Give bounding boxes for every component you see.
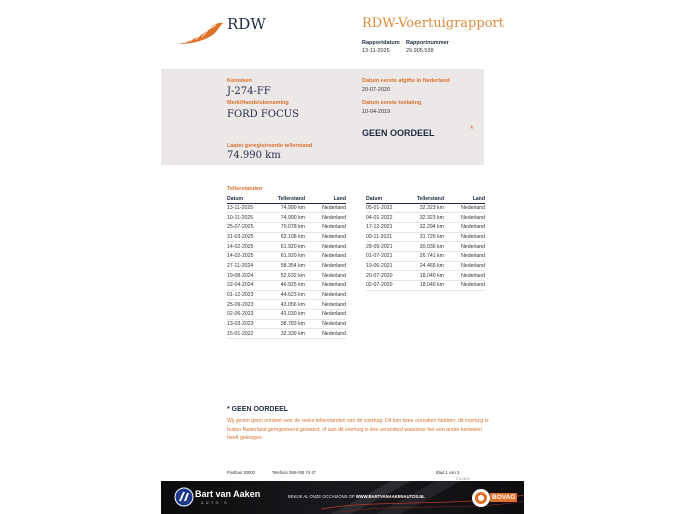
reading-km: 26.741 km (406, 251, 444, 261)
col-km-header: Tellerstand (267, 195, 305, 203)
reading-date: 22-04-2024 (227, 281, 267, 291)
reading-km: 70.078 km (267, 222, 305, 232)
report-date-label: Rapportdatum (362, 40, 400, 46)
first-nl-value: 20-07-2020 (362, 87, 391, 93)
report-number-block (406, 39, 449, 55)
col-km-header: Tellerstand (406, 195, 444, 203)
reading-land: Nederland (305, 300, 346, 310)
readings-header-row (366, 195, 485, 203)
plate-label: Kenteken (227, 78, 252, 84)
reading-date: 09-11-2021 (366, 232, 406, 242)
reading-km: 31.726 km (406, 232, 444, 242)
reading-date: 25-07-2025 (227, 222, 267, 232)
reading-land: Nederland (444, 281, 485, 291)
reading-km: 32.339 km (267, 329, 305, 339)
reading-land: Nederland (305, 203, 346, 213)
note-title: * GEEN OORDEEL (227, 406, 289, 413)
report-number-label: Rapportnummer (406, 40, 449, 46)
reading-land: Nederland (305, 261, 346, 271)
first-admission-value: 10-04-2019 (362, 109, 391, 115)
reading-date: 31-03-2025 (227, 232, 267, 242)
reading-date: 10-11-2025 (227, 213, 267, 223)
reading-date: 01-12-2023 (227, 290, 267, 300)
readings-title: Tellerstanden (227, 186, 263, 192)
reading-land: Nederland (305, 271, 346, 281)
make-label: Merk/Handelsbenaming (227, 100, 289, 106)
table-row (366, 251, 485, 261)
reading-km: 18.040 km (406, 271, 444, 281)
table-row (366, 232, 485, 242)
reading-date: 28-09-2021 (366, 242, 406, 252)
plate-value: J-274-FF (227, 86, 271, 97)
reading-land: Nederland (305, 213, 346, 223)
reading-km: 43.056 km (267, 300, 305, 310)
dealer-banner[interactable] (161, 481, 524, 514)
table-row (227, 310, 346, 320)
reading-date: 13-03-2023 (227, 319, 267, 329)
reading-km: 74.990 km (267, 213, 305, 223)
bovag-logo-icon (471, 488, 491, 508)
table-row (227, 242, 346, 252)
reading-land: Nederland (444, 251, 485, 261)
table-row (366, 213, 485, 223)
make-value: FORD FOCUS (227, 109, 299, 120)
report-date-value: 13-11-2025 (362, 48, 390, 54)
note-text: Wij geven geen oordeel over de reeks tellerstanden van dit voertuig. Dit kan twee oorzaken hebben: dit voertuig is buiten Nederland geregistreerd geweest, of aan dit voertuig is iets veranderd waardoor het een ander kenteken heeft gekregen. (227, 418, 489, 441)
first-admission-label: Datum eerste toelating (362, 100, 422, 106)
footer-code: 2.6.1676 (456, 477, 470, 481)
rdw-logo-icon (176, 20, 224, 46)
table-row (227, 251, 346, 261)
reading-land: Nederland (305, 310, 346, 320)
reading-land: Nederland (305, 251, 346, 261)
table-row (227, 290, 346, 300)
reading-km: 52.632 km (267, 271, 305, 281)
first-nl-label: Datum eerste afgifte in Nederland (362, 78, 450, 84)
col-land-header: Land (444, 195, 485, 203)
reading-date: 19-06-2021 (366, 261, 406, 271)
reading-land: Nederland (305, 232, 346, 242)
table-row (227, 232, 346, 242)
dealer-tagline-prefix: BEKIJK AL ONZE OCCASIONS OP (288, 494, 355, 499)
reading-land: Nederland (444, 271, 485, 281)
reading-km: 30.036 km (406, 242, 444, 252)
footer-postbus: Postbus 30000 (227, 470, 255, 475)
reading-date: 13-11-2025 (227, 203, 267, 213)
reading-date: 20-07-2020 (366, 271, 406, 281)
reading-date: 01-07-2021 (366, 251, 406, 261)
table-row (227, 261, 346, 271)
reading-land: Nederland (444, 232, 485, 242)
reading-land: Nederland (305, 222, 346, 232)
reading-land: Nederland (305, 290, 346, 300)
reading-date: 05-01-2022 (366, 203, 406, 213)
reading-date: 15-01-2022 (227, 329, 267, 339)
reading-date: 17-12-2021 (366, 222, 406, 232)
reading-date: 14-02-2025 (227, 242, 267, 252)
table-row (366, 261, 485, 271)
reading-land: Nederland (444, 213, 485, 223)
reading-km: 46.925 km (267, 281, 305, 291)
table-row (227, 213, 346, 223)
reading-km: 32.323 km (406, 213, 444, 223)
table-row (366, 203, 485, 213)
reading-km: 61.920 km (267, 242, 305, 252)
dealer-logo-icon (174, 487, 194, 507)
reading-km: 38.783 km (267, 319, 305, 329)
reading-km: 32.294 km (406, 222, 444, 232)
reading-date: 25-09-2023 (227, 300, 267, 310)
reading-km: 61.920 km (267, 251, 305, 261)
dealer-subtitle: AUTO'S (201, 501, 230, 505)
table-row (227, 222, 346, 232)
reading-date: 04-01-2022 (366, 213, 406, 223)
report-date-block (362, 39, 400, 55)
report-number-value: 29.905.538 (406, 48, 434, 54)
verdict-text: GEEN OORDEEL (362, 128, 435, 138)
footer-telefoon: Telefoon 088-008 74 47 (272, 470, 317, 475)
table-row (366, 281, 485, 291)
reading-land: Nederland (305, 329, 346, 339)
table-row (227, 329, 346, 339)
reading-land: Nederland (305, 242, 346, 252)
dealer-tagline[interactable] (288, 494, 425, 499)
readings-table-left (227, 195, 346, 339)
table-row (227, 271, 346, 281)
reading-land: Nederland (305, 319, 346, 329)
odometer-value: 74.990 km (227, 150, 281, 161)
reading-date: 27-11-2024 (227, 261, 267, 271)
reading-km: 43.030 km (267, 310, 305, 320)
table-row (227, 319, 346, 329)
report-title: RDW-Voertuigrapport (362, 16, 504, 31)
reading-km: 18.040 km (406, 281, 444, 291)
table-row (366, 271, 485, 281)
reading-date: 02-07-2020 (366, 281, 406, 291)
readings-header-row (227, 195, 346, 203)
verdict-asterisk: * (470, 124, 474, 134)
odometer-label: Laatst geregistreerde tellerstand (227, 143, 313, 149)
reading-km: 63.108 km (267, 232, 305, 242)
bovag-badge: BOVAG (492, 494, 516, 501)
readings-table-right (366, 195, 485, 291)
reading-land: Nederland (444, 203, 485, 213)
reading-date: 14-02-2025 (227, 251, 267, 261)
reading-km: 44.623 km (267, 290, 305, 300)
reading-land: Nederland (305, 281, 346, 291)
table-row (227, 203, 346, 213)
brand-name: RDW (227, 15, 266, 33)
footer-page: Blad 1 van 3 (436, 470, 460, 475)
reading-km: 32.323 km (406, 203, 444, 213)
reading-date: 19-08-2024 (227, 271, 267, 281)
dealer-website-link[interactable]: WWW.BARTVANAAKENAUTOS.NL (355, 494, 425, 499)
col-land-header: Land (305, 195, 346, 203)
col-date-header: Datum (227, 195, 267, 203)
table-row (227, 300, 346, 310)
table-row (366, 222, 485, 232)
reading-land: Nederland (444, 222, 485, 232)
dealer-name: Bart van Aaken (195, 489, 261, 499)
reading-date: 02-06-2023 (227, 310, 267, 320)
table-row (366, 242, 485, 252)
reading-land: Nederland (444, 242, 485, 252)
col-date-header: Datum (366, 195, 406, 203)
reading-land: Nederland (444, 261, 485, 271)
reading-km: 74.990 km (267, 203, 305, 213)
reading-km: 58.354 km (267, 261, 305, 271)
reading-km: 24.465 km (406, 261, 444, 271)
table-row (227, 281, 346, 291)
